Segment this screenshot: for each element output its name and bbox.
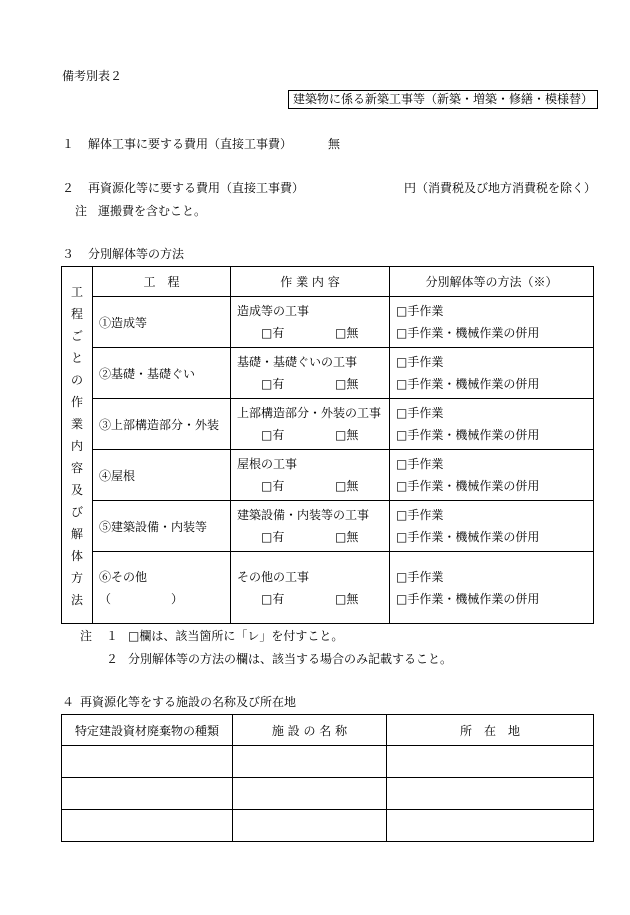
side-label-char: び xyxy=(70,505,83,519)
facility-table xyxy=(61,714,594,842)
side-label-char: 容 xyxy=(70,461,83,475)
side-label-char: 法 xyxy=(70,593,83,607)
side-label-char: 工 xyxy=(70,285,83,299)
side-label-char: 内 xyxy=(70,439,83,453)
side-label-char: と xyxy=(70,351,83,365)
process-cell: ③上部構造部分・外装 xyxy=(93,399,231,450)
table-row xyxy=(62,399,594,450)
process-other-blank[interactable]: （ ） xyxy=(99,591,184,606)
side-label-char: ご xyxy=(70,329,83,343)
facility-name-cell[interactable] xyxy=(233,778,387,810)
combined-checkbox[interactable]: □手作業・機械作業の併用 xyxy=(396,479,540,493)
table-row xyxy=(62,552,594,624)
process-cell: ④屋根 xyxy=(93,450,231,501)
work-cell xyxy=(231,450,390,501)
combined-checkbox[interactable]: □手作業・機械作業の併用 xyxy=(396,428,540,442)
header-label: 備考別表２ xyxy=(62,69,123,83)
work-cell xyxy=(231,399,390,450)
item4-number: ４ xyxy=(62,695,75,709)
work-label: その他の工事 xyxy=(237,569,310,584)
item1-label: 解体工事に要する費用（直接工事費） xyxy=(88,137,293,151)
manual-checkbox[interactable]: □手作業 xyxy=(396,457,444,471)
table-row xyxy=(62,746,594,778)
table-row xyxy=(62,297,594,348)
yes-checkbox[interactable]: □有 xyxy=(261,591,285,606)
yes-checkbox[interactable]: □有 xyxy=(261,326,285,340)
no-checkbox[interactable]: □無 xyxy=(335,591,359,606)
header-location: 所 在 地 xyxy=(387,715,594,746)
method-cell xyxy=(390,552,594,624)
combined-checkbox[interactable]: □手作業・機械作業の併用 xyxy=(396,591,540,606)
location-cell[interactable] xyxy=(387,746,594,778)
table-row xyxy=(62,778,594,810)
work-cell xyxy=(231,501,390,552)
manual-checkbox[interactable]: □手作業 xyxy=(396,304,444,318)
process-cell xyxy=(93,552,231,624)
note2-text: 分別解体等の方法の欄は、該当する場合のみ記載すること。 xyxy=(128,652,453,666)
method-cell xyxy=(390,348,594,399)
header-work: 作 業 内 容 xyxy=(231,267,390,297)
table-row xyxy=(62,348,594,399)
side-label-char: 方 xyxy=(70,571,83,585)
item3-title: 分別解体等の方法 xyxy=(88,247,185,261)
manual-checkbox[interactable]: □手作業 xyxy=(396,355,444,369)
method-cell xyxy=(390,501,594,552)
item2-note-prefix: 注 xyxy=(75,204,88,218)
note-prefix: 注 xyxy=(80,629,93,643)
side-label-cell xyxy=(62,267,93,624)
combined-checkbox[interactable]: □手作業・機械作業の併用 xyxy=(396,326,540,340)
waste-type-cell[interactable] xyxy=(62,778,233,810)
facility-name-cell[interactable] xyxy=(233,746,387,778)
yes-checkbox[interactable]: □有 xyxy=(261,428,285,442)
facility-name-cell[interactable] xyxy=(233,810,387,842)
process-label: ⑥その他 xyxy=(99,569,148,584)
work-label: 建築設備・内装等の工事 xyxy=(237,508,370,522)
process-cell: ⑤建築設備・内装等 xyxy=(93,501,231,552)
location-cell[interactable] xyxy=(387,778,594,810)
side-label-char: 解 xyxy=(70,527,83,541)
manual-checkbox[interactable]: □手作業 xyxy=(396,508,444,522)
note1-text: □欄は、該当箇所に「レ」を付すこと。 xyxy=(128,629,344,643)
header-method: 分別解体等の方法（※） xyxy=(390,267,594,297)
table-row xyxy=(62,810,594,842)
item1-number: １ xyxy=(62,137,75,151)
work-cell xyxy=(231,297,390,348)
waste-type-cell[interactable] xyxy=(62,746,233,778)
table-row xyxy=(62,501,594,552)
no-checkbox[interactable]: □無 xyxy=(335,377,359,391)
note1-number: １ xyxy=(106,629,119,643)
work-cell xyxy=(231,552,390,624)
location-cell[interactable] xyxy=(387,810,594,842)
side-label-char: 業 xyxy=(70,417,83,431)
item2-number: ２ xyxy=(62,181,75,195)
header-process: 工 程 xyxy=(93,267,231,297)
no-checkbox[interactable]: □無 xyxy=(335,326,359,340)
side-label-char: 及 xyxy=(70,483,83,497)
header-facility-name: 施 設 の 名 称 xyxy=(233,715,387,746)
no-checkbox[interactable]: □無 xyxy=(335,428,359,442)
note2-number: ２ xyxy=(106,652,119,666)
process-cell: ②基礎・基礎ぐい xyxy=(93,348,231,399)
item2-unit-note: 円（消費税及び地方消費税を除く） xyxy=(404,181,597,195)
item1-value: 無 xyxy=(328,137,341,151)
method-cell xyxy=(390,450,594,501)
yes-checkbox[interactable]: □有 xyxy=(261,479,285,493)
combined-checkbox[interactable]: □手作業・機械作業の併用 xyxy=(396,377,540,391)
work-label: 屋根の工事 xyxy=(237,457,298,471)
manual-checkbox[interactable]: □手作業 xyxy=(396,406,444,420)
yes-checkbox[interactable]: □有 xyxy=(261,530,285,544)
method-cell xyxy=(390,297,594,348)
process-cell: ①造成等 xyxy=(93,297,231,348)
manual-checkbox[interactable]: □手作業 xyxy=(396,569,444,584)
side-label-char: 作 xyxy=(70,395,83,409)
work-label: 基礎・基礎ぐいの工事 xyxy=(237,355,358,369)
combined-checkbox[interactable]: □手作業・機械作業の併用 xyxy=(396,530,540,544)
side-label-char: 体 xyxy=(70,549,83,563)
work-cell xyxy=(231,348,390,399)
table-row xyxy=(62,450,594,501)
item4-title: 再資源化等をする施設の名称及び所在地 xyxy=(80,695,297,709)
work-label: 造成等の工事 xyxy=(237,304,310,318)
item2-note: 運搬費を含むこと。 xyxy=(98,204,207,218)
yes-checkbox[interactable]: □有 xyxy=(261,377,285,391)
work-label: 上部構造部分・外装の工事 xyxy=(237,406,382,420)
project-type-box: 建築物に係る新築工事等（新築・増築・修繕・模様替） xyxy=(288,90,598,109)
method-cell xyxy=(390,399,594,450)
item3-number: ３ xyxy=(62,247,75,261)
side-label-char: の xyxy=(70,373,83,387)
side-label-char: 程 xyxy=(70,307,83,321)
waste-type-cell[interactable] xyxy=(62,810,233,842)
demolition-method-table xyxy=(61,266,594,624)
no-checkbox[interactable]: □無 xyxy=(335,530,359,544)
header-waste-type: 特定建設資材廃棄物の種類 xyxy=(62,715,233,746)
no-checkbox[interactable]: □無 xyxy=(335,479,359,493)
item2-label: 再資源化等に要する費用（直接工事費） xyxy=(88,181,305,195)
